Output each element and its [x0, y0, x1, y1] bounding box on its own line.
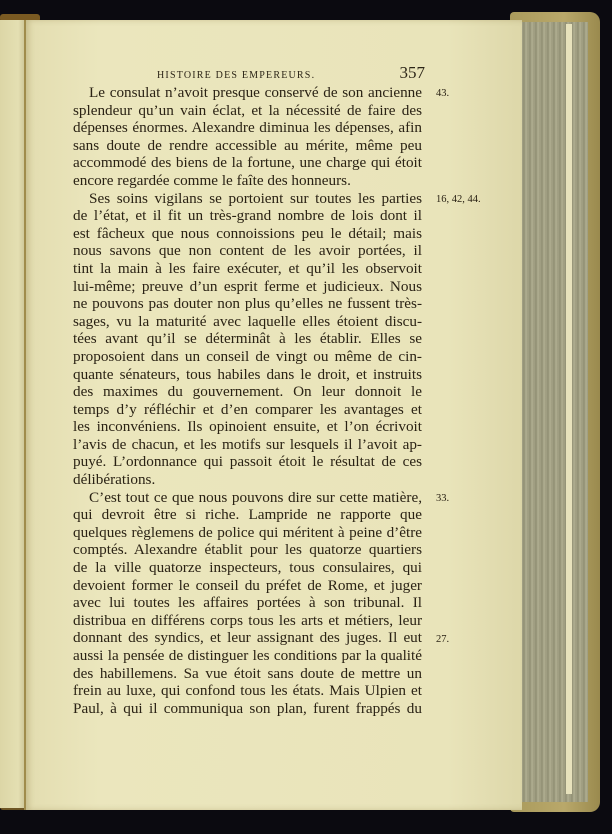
- margin-note: 33.: [436, 492, 450, 504]
- text-line: sages, vu la maturité avec laquelle elles étoient discu-: [73, 312, 422, 330]
- text-line: devoient former le conseil du préfet de Rome, et juger: [73, 576, 422, 594]
- text-line: les inconvéniens. Ils opinoient ensuite, et l’on écrivoit: [73, 418, 422, 436]
- text-line: accommodé des biens de la fortune, une charge qui étoit: [73, 154, 422, 172]
- text-line: Le consulat n’avoit presque conservé de son ancienne: [89, 84, 422, 101]
- page-edge-highlight: [566, 24, 572, 794]
- text-line: temps d’y réfléchir et d’en comparer les avantages et: [73, 400, 422, 418]
- text-line: nous savons que non content de les avoir portées, il: [73, 242, 422, 260]
- page-number: 357: [399, 63, 425, 82]
- text-line: qui devroit être si riche. Lampride ne rapporte que: [73, 506, 422, 524]
- text-line: l’avis de chacun, et les motifs sur lesquels il l’avoit ap-: [73, 435, 422, 453]
- text-line: puyé. L’ordonnance qui passoit étoit le résultat de ces: [73, 453, 422, 471]
- page-edges: [522, 22, 588, 802]
- text-line: délibérations.: [73, 471, 156, 489]
- text-line: splendeur qu’un vain éclat, et la nécessité de faire des: [73, 101, 422, 119]
- text-line: lui-même; preuve d’un esprit ferme et judicieux. Nous: [73, 277, 422, 295]
- text-line: est fâcheux que nous connoissions peu le détail; mais: [73, 224, 422, 242]
- text-line: Paul, à qui il communiqua son plan, furent frappés du: [73, 699, 422, 717]
- text-line: des habillemens. Sa vue étoit sans doute de mettre un: [73, 664, 422, 682]
- text-line: proposoient dans un conseil de vingt ou même de cin-: [73, 347, 422, 365]
- text-line: frein au luxe, qui confond tous les états. Mais Ulpien et: [73, 682, 422, 700]
- margin-note: 43.: [436, 88, 450, 99]
- text-line: distribua en différens corps tous les arts et métiers, leur: [73, 611, 422, 629]
- text-line: aussi la pensée de distinguer les conditions par la qualité: [73, 647, 422, 664]
- text-line: encore regardée comme le faîte des honneurs.: [73, 171, 351, 189]
- text-line: donnant des syndics, et leur assignant des juges. Il eut: [73, 629, 422, 647]
- text-line: C’est tout ce que nous pouvons dire sur cette matière,: [89, 488, 422, 506]
- margin-note: 16, 42, 44.: [436, 193, 481, 205]
- text-line: comptés. Alexandre établit pour les quatorze quartiers: [73, 541, 422, 559]
- gutter: [24, 20, 26, 810]
- running-head: [157, 63, 425, 83]
- text-line: des maximes du gouvernement. On leur donnoit le: [73, 383, 422, 401]
- text-line: sans doute de rendre accessible au mérite, même peu: [73, 136, 422, 154]
- text-line: quelques règlemens de police qui méritent à peine d’être: [73, 523, 422, 541]
- text-line: tint la main à les faire exécuter, et qu’il les observoit: [73, 259, 422, 277]
- text-line: tées avant qu’il se déterminât à les établir. Elles se: [73, 330, 422, 348]
- text-line: de la ville quatorze inspecteurs, tous consulaires, qui: [73, 559, 422, 577]
- text-line: ne pouvons pas douter non plus qu’elles ne fussent très-: [73, 295, 422, 313]
- text-line: dépenses énormes. Alexandre diminua les dépenses, afin: [73, 119, 422, 137]
- text-line: Ses soins vigilans se portoient sur toutes les parties: [89, 189, 422, 207]
- margin-note: 27.: [436, 633, 450, 645]
- text-line: de l’état, et il fit un très-grand nombre de lois dont il: [73, 207, 422, 225]
- text-line: quante sénateurs, tous habiles dans le droit, et instruits: [73, 365, 422, 383]
- body-text: [73, 84, 422, 717]
- text-line: avec lui toutes les affaires portées à son tribunal. Il: [73, 594, 422, 612]
- running-title: HISTOIRE DES EMPEREURS.: [157, 70, 316, 81]
